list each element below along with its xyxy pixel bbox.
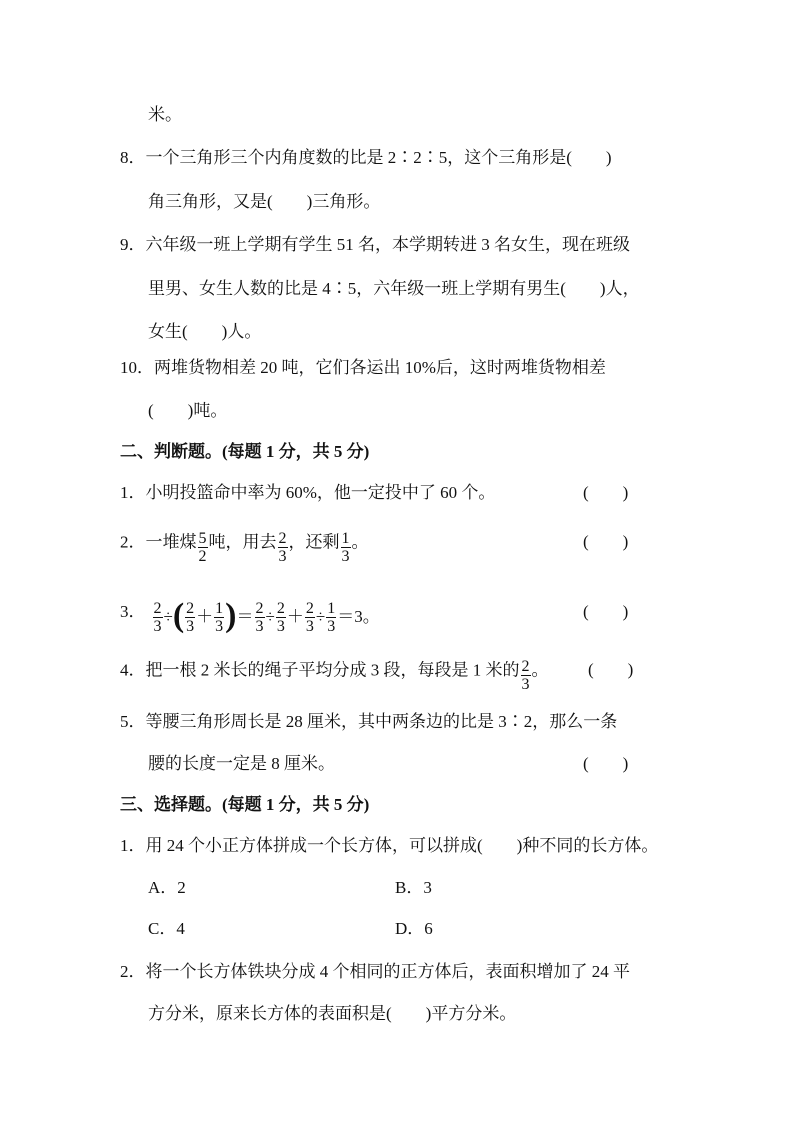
- answer-bracket[interactable]: ( ): [583, 602, 629, 621]
- question-9: [120, 234, 630, 256]
- divide-sign: ÷: [265, 606, 275, 626]
- tf-question-5-line-2: 腰的长度一定是 8 厘米。: [148, 754, 335, 773]
- question-text: ，还剩: [288, 532, 340, 552]
- fraction: [276, 600, 286, 635]
- question-number: 10．: [120, 358, 154, 377]
- numerator: 5: [198, 530, 207, 547]
- answer-bracket[interactable]: ( ): [583, 483, 629, 502]
- option-a[interactable]: A．2: [148, 878, 186, 897]
- numerator: 1: [327, 600, 336, 617]
- mc-question-2-line-2: 方分米，原来长方体的表面积是( )平方分米。: [148, 1004, 517, 1023]
- option-b[interactable]: B．3: [395, 878, 432, 897]
- section-heading-true-false: 二、判断题。(每题 1 分，共 5 分): [120, 442, 370, 461]
- numerator: 2: [153, 600, 162, 617]
- option-c[interactable]: C．4: [148, 919, 185, 938]
- fraction: [521, 658, 531, 693]
- question-number: 2．: [120, 962, 146, 981]
- question-number: 5．: [120, 712, 146, 731]
- numerator: 2: [305, 600, 314, 617]
- question-text: 将一个长方体铁块分成 4 个相同的正方体后，表面积增加了 24 平: [145, 962, 630, 981]
- plus-sign: ＋: [196, 606, 214, 626]
- answer-bracket[interactable]: ( ): [583, 532, 629, 551]
- question-9-line-2: 里男、女生人数的比是 4∶5，六年级一班上学期有男生( )人，: [148, 279, 640, 298]
- tf-question-1: [120, 482, 495, 504]
- numerator: 2: [255, 600, 264, 617]
- fraction: [198, 530, 208, 565]
- continuation-text: 米。: [148, 105, 182, 124]
- fraction: [214, 600, 224, 635]
- fraction: [153, 600, 163, 635]
- question-text: 。: [351, 532, 369, 552]
- question-text: 小明投篮命中率为 60%，他一定投中了 60 个。: [145, 483, 496, 502]
- question-text: 吨，用去: [208, 532, 277, 552]
- question-text: 把一根 2 米长的绳子平均分成 3 段，每段是 1 米的: [145, 660, 520, 680]
- question-number: 1．: [120, 836, 146, 855]
- numerator: 1: [341, 530, 350, 547]
- question-number: 1．: [120, 483, 146, 502]
- mc-question-1: [120, 835, 658, 857]
- question-text: 一个三角形三个内角度数的比是 2∶2∶5，这个三角形是( ): [145, 148, 612, 167]
- divide-sign: ÷: [163, 606, 173, 626]
- question-number: 2．: [120, 532, 146, 552]
- question-number: 3．: [120, 602, 146, 622]
- question-10: [120, 357, 606, 379]
- question-text: 。: [531, 660, 549, 680]
- right-paren: ): [225, 596, 237, 634]
- question-9-line-3: 女生( )人。: [148, 322, 262, 341]
- fraction: [185, 600, 195, 635]
- denominator: 3: [255, 618, 264, 635]
- question-text: 用 24 个小正方体拼成一个长方体，可以拼成( )种不同的长方体。: [145, 836, 659, 855]
- fraction: [278, 530, 288, 565]
- fraction: [255, 600, 265, 635]
- question-number: 9．: [120, 235, 146, 254]
- denominator: 2: [198, 548, 207, 565]
- plus-sign: ＋: [286, 606, 304, 626]
- section-heading-multiple-choice: 三、选择题。(每题 1 分，共 5 分): [120, 795, 370, 814]
- tf-question-4: [120, 654, 549, 693]
- question-number: 8．: [120, 148, 146, 167]
- fraction: [326, 600, 336, 635]
- question-text: 两堆货物相差 20 吨，它们各运出 10%后，这时两堆货物相差: [154, 358, 606, 377]
- fraction: [341, 530, 351, 565]
- mc-question-2: [120, 961, 630, 983]
- numerator: 2: [278, 530, 287, 547]
- equals-sign: ＝: [236, 606, 254, 626]
- option-d[interactable]: D．6: [395, 919, 433, 938]
- equals-sign: ＝: [337, 606, 355, 626]
- numerator: 2: [186, 600, 195, 617]
- question-text: 一堆煤: [145, 532, 197, 552]
- fraction: [305, 600, 315, 635]
- denominator: 3: [278, 548, 287, 565]
- denominator: 3: [521, 676, 530, 693]
- question-text: 六年级一班上学期有学生 51 名，本学期转进 3 名女生，现在班级: [145, 235, 630, 254]
- result: 3。: [354, 606, 380, 626]
- denominator: 3: [153, 618, 162, 635]
- denominator: 3: [341, 548, 350, 565]
- answer-bracket[interactable]: ( ): [588, 660, 634, 679]
- denominator: 3: [186, 618, 195, 635]
- numerator: 2: [276, 600, 285, 617]
- numerator: 1: [215, 600, 224, 617]
- denominator: 3: [327, 618, 336, 635]
- denominator: 3: [276, 618, 285, 635]
- question-8-line-2: 角三角形，又是( )三角形。: [148, 192, 381, 211]
- question-text: 等腰三角形周长是 28 厘米，其中两条边的比是 3∶2，那么一条: [145, 712, 618, 731]
- denominator: 3: [215, 618, 224, 635]
- tf-question-3: [120, 596, 380, 635]
- answer-bracket[interactable]: ( ): [583, 754, 629, 773]
- numerator: 2: [521, 658, 530, 675]
- denominator: 3: [305, 618, 314, 635]
- tf-question-2: [120, 526, 369, 565]
- question-number: 4．: [120, 660, 146, 680]
- question-8: [120, 147, 612, 169]
- tf-question-5: [120, 711, 617, 733]
- left-paren: (: [172, 596, 185, 634]
- divide-sign: ÷: [315, 606, 326, 626]
- question-10-line-2: ( )吨。: [148, 401, 228, 420]
